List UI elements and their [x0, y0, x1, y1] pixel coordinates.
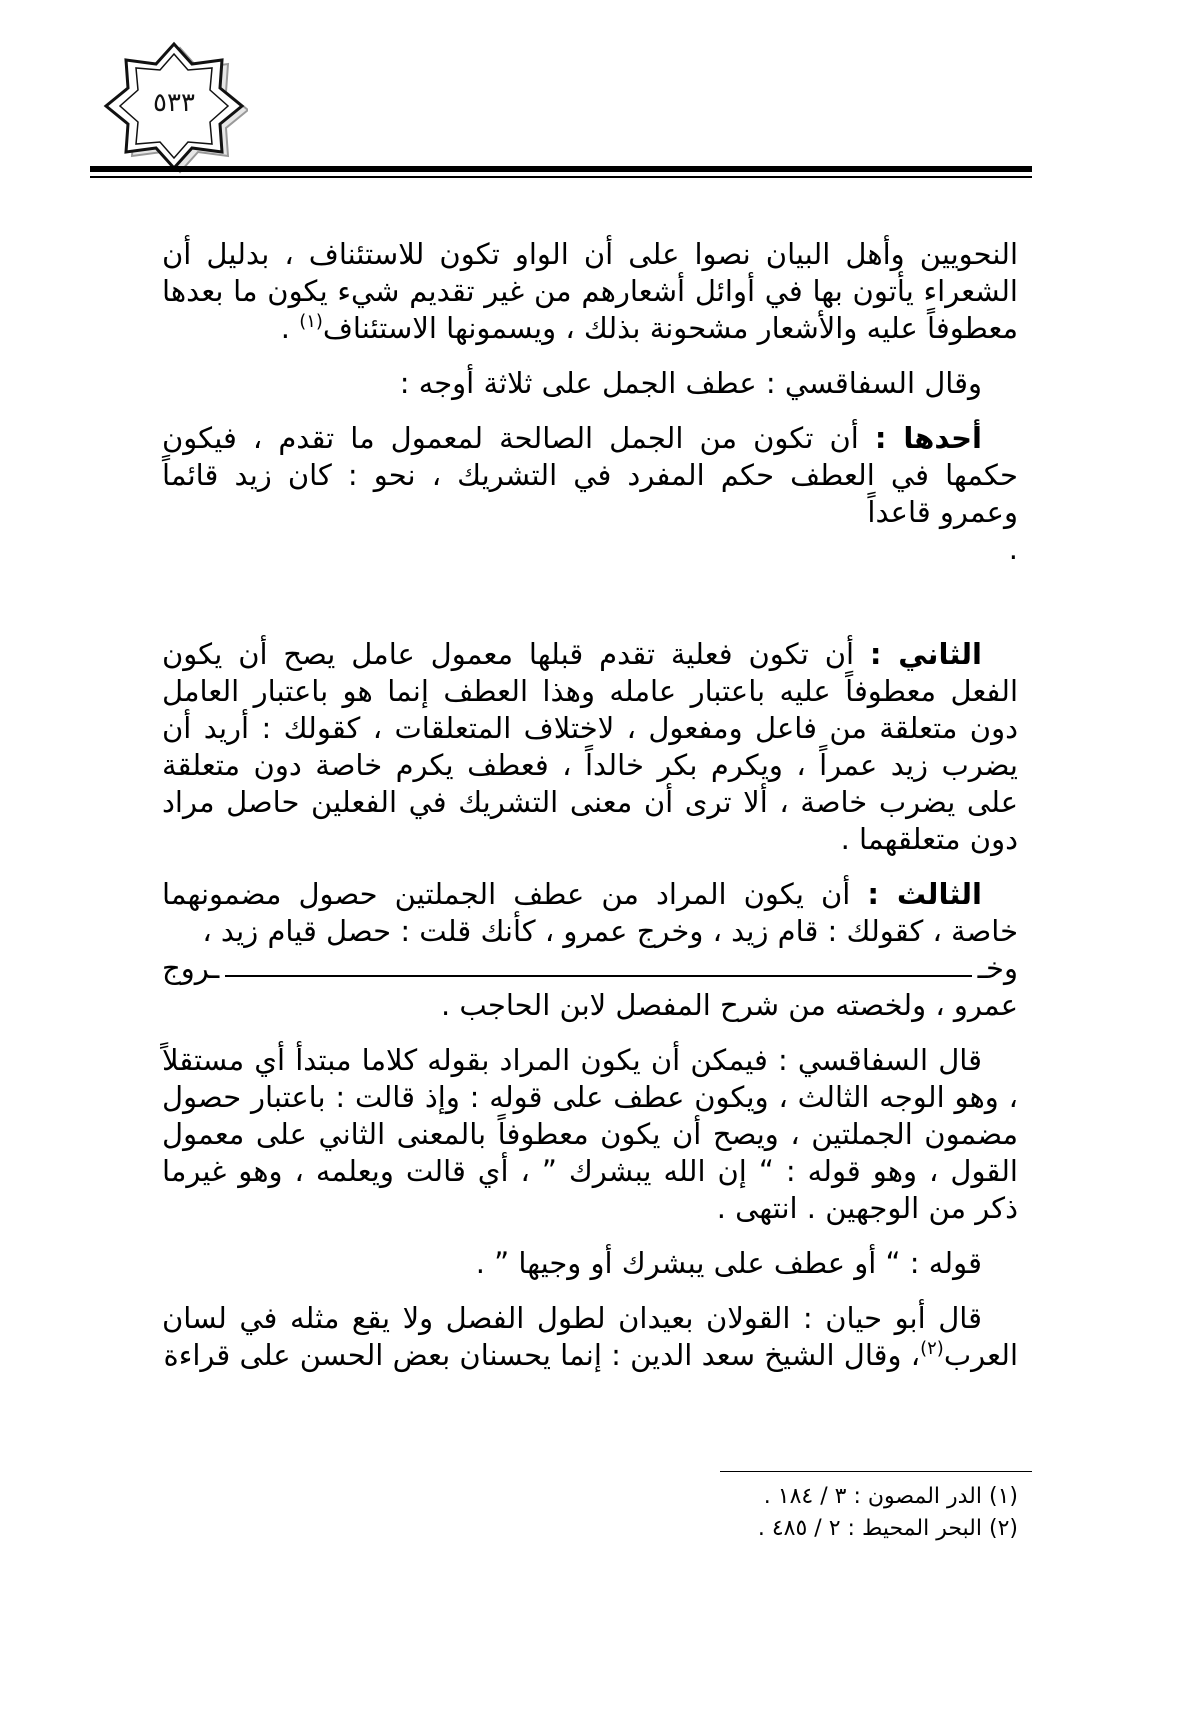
- footnote-2: (٢) البحر المحيط : ٢ / ٤٨٥ .: [757, 1516, 1018, 1541]
- footnote-1: (١) الدر المصون : ٣ / ١٨٤ .: [763, 1484, 1018, 1509]
- header-rule-thick: [90, 166, 1032, 172]
- footnote-ref-1[interactable]: (١): [299, 311, 323, 333]
- page-number: ٥٣٣: [153, 88, 195, 118]
- paragraph-6: قال السفاقسي : فيمكن أن يكون المراد بقوله كلاما مبتدأ أي مستقلاً ، وهو الوجه الثالث ، ويكون عطف على قوله : وإذ قالت : باعتبار حصول مضمون الجملتين ، ويصح أن يكون معطوفاً بالمعنى الثاني على معمول القول ، وهو قوله : “ إن الله يبشرك ” ، أي قالت ويعلمه ، وهو غيرما ذكر من الوجهين . انتهى .: [162, 1043, 1018, 1225]
- paragraph-label: الثالث :: [867, 877, 982, 911]
- paragraph-2: وقال السفاقسي : عطف الجمل على ثلاثة أوجه :: [399, 366, 982, 400]
- paragraph-1: النحويين وأهل البيان نصوا على أن الواو تكون للاستئناف ، بدليل أن الشعراء يأتون بها في أوائل أشعارهم من غير تقديم شيء يكون ما بعدها معطوفاً عليه والأشعار مشحونة بذلك ، ويسمونها الاستئناف$^{(١)}$ .: [162, 237, 1018, 345]
- paragraph-label: الثاني :: [869, 637, 982, 671]
- footnote-ref-2[interactable]: (٢): [920, 1338, 944, 1360]
- footnote-separator: [720, 1471, 1032, 1472]
- page-number-ornament: [100, 38, 248, 174]
- kashida-stretch: [225, 950, 971, 977]
- paragraph-4: الثاني : أن تكون فعلية تقدم قبلها معمول عامل يصح أن يكون الفعل معطوفاً عليه باعتبار عامله وهذا العطف إنما هو باعتبار العامل دون متعلقة من فاعل ومفعول ، لاختلاف المتعلقات ، كقولك : أريد أن يضرب زيد عمراً ، ويكرم بكر خالداً ، فعطف يكرم خاصة دون متعلقة على يضرب خاصة ، ألا ترى أن معنى التشريك في الفعلين حاصل مراد دون متعلقهما .: [162, 637, 1018, 856]
- header-rule-thin: [90, 176, 1032, 178]
- body-text: [162, 236, 1018, 1374]
- paragraph-label: أحدها :: [874, 421, 982, 455]
- paragraph-5: الثالث : أن يكون المراد من عطف الجملتين حصول مضمونهما خاصة ، كقولك : قام زيد ، وخرج عمرو ، كأنك قلت : حصل قيام زيد ،: [162, 877, 1018, 948]
- paragraph-8: قال أبو حيان : القولان بعيدان لطول الفصل ولا يقع مثله في لسان العرب$^{(٢)}$، وقال الشيخ سعد الدين : إنما يحسنان بعض الحسن على قراءة: [162, 1301, 1018, 1372]
- paragraph-5-continuation: عمرو ، ولخصته من شرح المفصل لابن الحاجب .: [440, 988, 1018, 1022]
- footnotes: [600, 1481, 1018, 1545]
- paragraph-7: قوله : “ أو عطف على يبشرك أو وجيها ” .: [475, 1246, 982, 1280]
- stretched-word-line: وخـ ـروج: [162, 951, 1018, 985]
- paragraph-3: أحدها : أن تكون من الجمل الصالحة لمعمول ما تقدم ، فيكون حكمها في العطف حكم المفرد في التشريك ، نحو : كان زيد قائماً وعمرو قاعداً .: [162, 421, 1018, 566]
- blank-space: [162, 568, 1018, 636]
